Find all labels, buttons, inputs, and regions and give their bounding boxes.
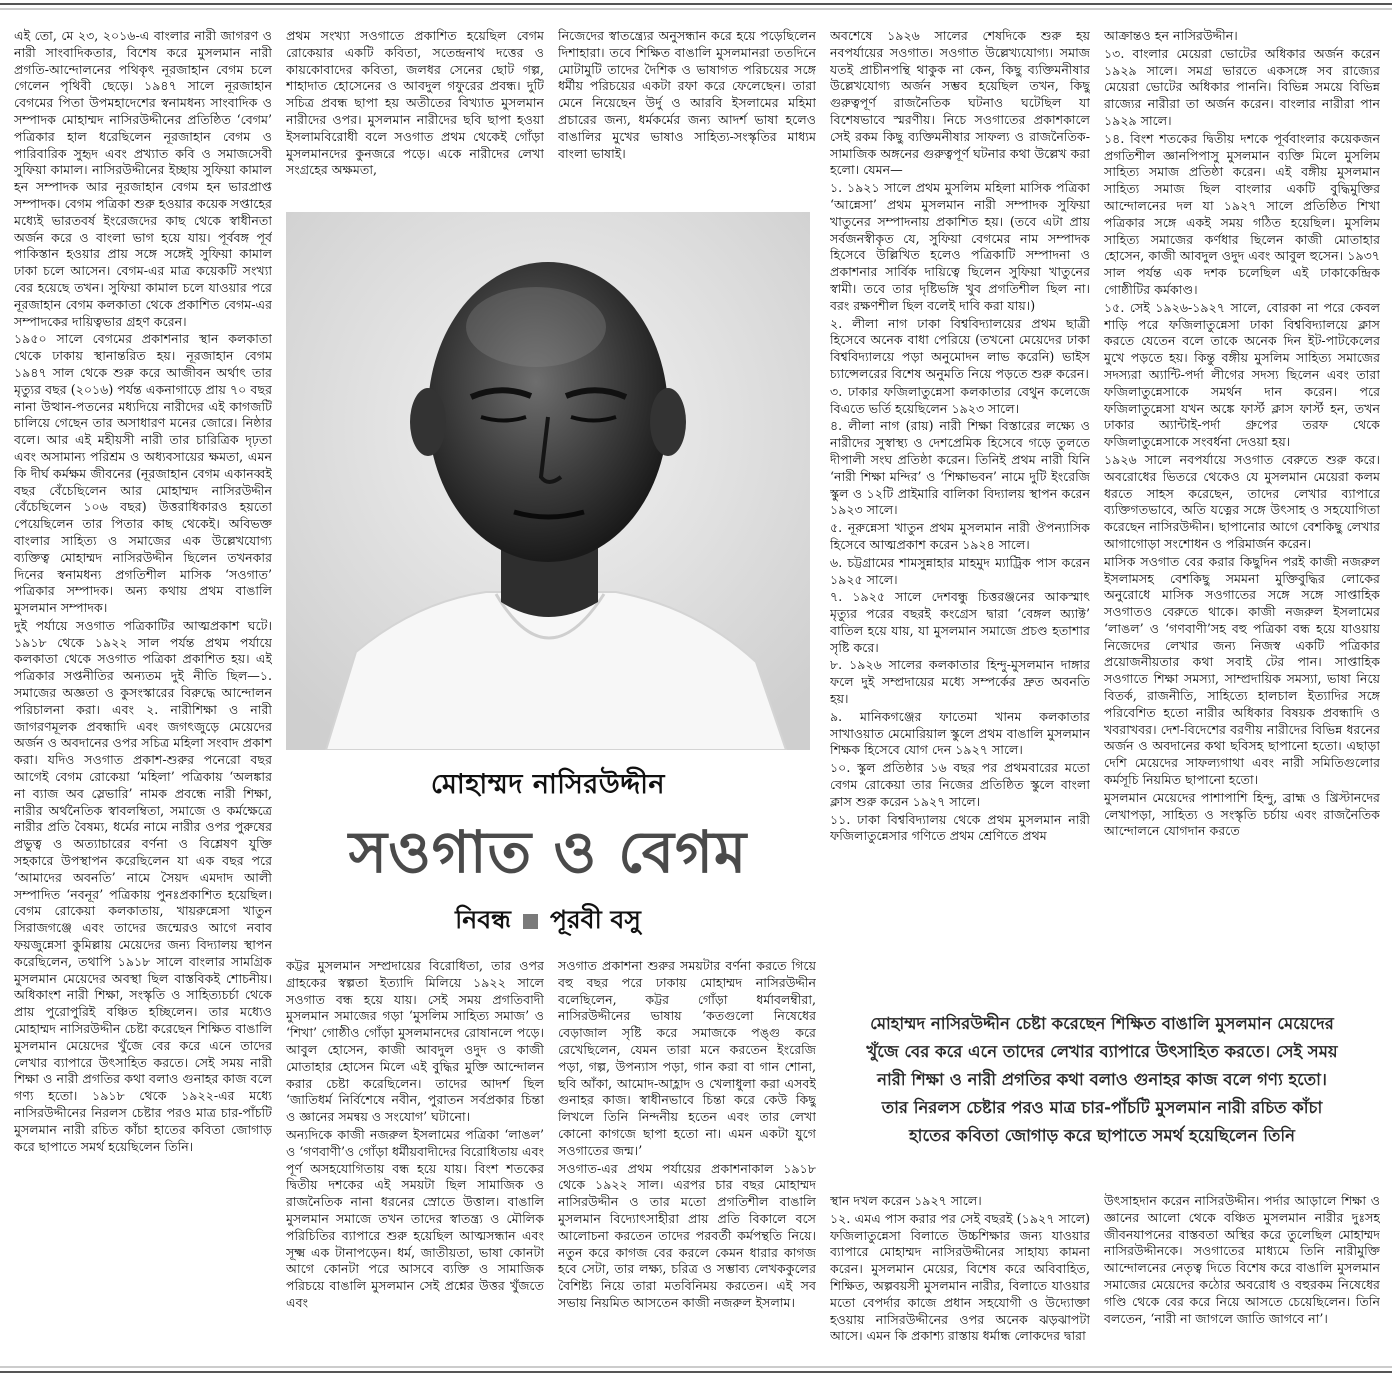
list-item: ৫. নূরুন্নেসা খাতুন প্রথম মুসলমান নারী ঔপন্যাসিক হিসেবে আত্মপ্রকাশ করেন ১৯২৪ সালে। <box>830 520 1090 552</box>
paragraph: নিজেদের স্বাতন্ত্র্যের অনুসন্ধান করে হয়ে পড়েছিলেন দিশাহারা। তবে শিক্ষিত বাঙালি মুসলমানরা ততদিনে মোটামুটি তাদের দৈশিক ও ভাষাগত পরিচয়ের সঙ্গে ধর্মীয় পরিচয়ের একটা রফা করে ফেলেছেন। তারা মেনে নিয়েছেন উর্দু ও আরবি ইসলামের মহিমা প্রচারের জন্য, ধর্মকর্মের জন্য আদর্শ ভাষা হলেও বাঙালির মুখের ভাষাও সাহিত্য-সংস্কৃতির মাধ্যম বাংলা ভাষাই। <box>558 28 816 161</box>
paragraph: কট্টর মুসলমান সম্প্রদায়ের বিরোধিতা, তার ওপর গ্রাহকের স্বল্পতা ইত্যাদি মিলিয়ে ১৯২২ সালে সওগাত বন্ধ হয়ে যায়। সেই সময় প্রগতিবাদী মুসলমান সমাজের গড়া ‘মুসলিম সাহিত্য সমাজ’ ও ‘শিখা’ গোষ্ঠীও গোঁড়া মুসলমানদের রোষানলে পড়ে। আবুল হোসেন, কাজী আবদুল ওদুদ ও কাজী মোতাহার হোসেন মিলে এই বুদ্ধির মুক্তি আন্দোলন করার চেষ্টা করেছিলেন। তাদের আদর্শ ছিল ‘জাতিধর্ম নির্বিশেষে নবীন, পুরাতন সর্বপ্রকার চিন্তা ও জ্ঞানের সমন্বয় ও সংযোগ’ ঘটানো। <box>286 958 544 1125</box>
list-item: ১৫. সেই ১৯২৬-১৯২৭ সালে, বোরকা না পরে কেবল শাড়ি পরে ফজিলাতুন্নেসা ঢাকা বিশ্ববিদ্যালয়ে ক্লাস করতে যেতেন বলে তাকে অনেক দিন ইট-পাটকেলের মুখে পড়তে হয়। কিন্তু বঙ্গীয় মুসলিম সাহিত্য সমাজের সদস্যরা অ্যান্টি-পর্দা লীগের সদস্য ছিলেন এবং তারা ফজিলাতুন্নেসাকে সমর্থন দান করেন। পরে ফজিলাতুন্নেসা যখন অঙ্কে ফার্স্ট ক্লাস ফার্স্ট হন, তখন ঢাকার অ্যান্টাই-পর্দা গ্রুপের তরফ থেকে ফজিলাতুন্নেসাকে সংবর্ধনা দেওয়া হয়। <box>1104 299 1380 450</box>
paragraph: মুসলমান মেয়েদের পাশাপাশি হিন্দু, ব্রাহ্ম ও খ্রিস্টানদের লেখাপড়া, সাহিত্য ও সংস্কৃতি চর্চায় এবং রাজনৈতিক আন্দোলনে যোগদান করতে <box>1104 789 1380 839</box>
pull-quote-line: নারী শিক্ষা ও নারী প্রগতির কথা বলাও গুনাহর কাজ বলে গণ্য হতো। <box>877 1070 1327 1089</box>
article-column-2-top <box>286 28 544 193</box>
paragraph: প্রথম সংখ্যা সওগাতে প্রকাশিত হয়েছিল বেগম রোকেয়ার একটি কবিতা, সতেন্দ্রনাথ দত্তের ও কায়কোবাদের কবিতা, জলধর সেনের ছোট গল্প, শাহাদাত হোসেনের ও আবদুল গফুরের প্রবন্ধ। দুটি সচিত্র প্রবন্ধ ছাপা হয় অতীতের বিখ্যাত মুসলমান নারীদের ওপর। মুসলমান নারীদের ছবি ছাপা হওয়া ইসলামবিরোধী বলে সওগাত প্রথম থেকেই গোঁড়া মুসলমানদের কুনজরে পড়ে। একে নারীদের লেখা সংগ্রহের অক্ষমতা, <box>286 28 544 178</box>
article-column-3-top <box>558 28 816 193</box>
bottom-border-rule <box>0 1362 1392 1377</box>
list-item: ৭. ১৯২৫ সালে দেশবন্ধু চিত্তরঞ্জনের আকস্মাৎ মৃত্যুর পরের বছরই কংগ্রেস দ্বারা ‘বেঙ্গল অ্যাক্ট’ বাতিল হয়ে যায়, যা মুসলমান সমাজে প্রচণ্ড হতাশার সৃষ্টি করে। <box>830 589 1090 655</box>
paragraph: এই তো, মে ২৩, ২০১৬-এ বাংলার নারী জাগরণ ও নারী সাংবাদিকতার, বিশেষ করে মুসলমান নারী প্রগতি-আন্দোলনের পথিকৃৎ নূরজাহান বেগম চলে গেলেন পৃথিবী ছেড়ে। ১৯৪৭ সালে নূরজাহান বেগমের পিতা উপমহাদেশের স্বনামধন্য সাংবাদিক ও সম্পাদক মোহাম্মদ নাসিরউদ্দীনের প্রতিষ্ঠিত ‘বেগম’ পত্রিকার হাল ধরেছিলেন নূরজাহান বেগম ও পারিবারিক সুহৃদ এবং প্রখ্যাত কবি ও সমাজসেবী সুফিয়া কামাল। নাসিরউদ্দীনের ইচ্ছায় সুফিয়া কামাল হন সম্পাদক আর নূরজাহান বেগম হন ভারপ্রাপ্ত সম্পাদক। বেগম পত্রিকা শুরু হওয়ার কয়েক সপ্তাহের মধ্যেই ভারতবর্ষ ইংরেজদের কাছ থেকে স্বাধীনতা অর্জন করে ও বাংলা ভাগ হয়ে যায়। পূর্ববঙ্গ পূর্ব পাকিস্তান হওয়ার প্রায় সঙ্গে সঙ্গেই সুফিয়া কামাল ঢাকা চলে আসেন। বেগম-এর মাত্র কয়েকটি সংখ্যা বের হয়েছে তখন। সুফিয়া কামাল চলে যাওয়ার পরে নূরজাহান বেগম কলকাতা থেকে প্রকাশিত বেগম-এর সম্পাদকের দায়িত্বভার গ্রহণ করেন। <box>14 28 272 329</box>
list-item: ১১. ঢাকা বিশ্ববিদ্যালয় থেকে প্রথম মুসলমান নারী ফজিলাতুন্নেসার গণিতে প্রথম শ্রেণিতে প্রথম <box>830 811 1090 844</box>
paragraph: উৎসাহদান করেন নাসিরউদ্দীন। পর্দার আড়ালে শিক্ষা ও জ্ঞানের আলো থেকে বঞ্চিত মুসলমান নারীর দুঃসহ জীবনযাপনের বাস্তবতা অস্থির করে তুলেছিল মোহাম্মদ নাসিরউদ্দীনকে। সওগাতের মাধ্যমে তিনি নারীমুক্তি আন্দোলনের নেতৃত্ব দিতে বিশেষ করে বাঙালি মুসলমান সমাজের মেয়েদের কঠোর অবরোধ ও বহুরকম নিষেধের গণ্ডি থেকে বের করে নিয়ে আসতে চেয়েছিলেন। তিনি বলতেন, ‘নারী না জাগলে জাতি জাগবে না’। <box>1104 1193 1380 1326</box>
paragraph: ১৯২৬ সালে নবপর্যায়ে সওগাত বেরুতে শুরু করে। অবরোধের ভিতরে থেকেও যে মুসলমান মেয়েরা কলম ধরতে সাহস করেছেন, তাদের লেখার ব্যাপারে ব্যক্তিগতভাবে, অতি যত্নের সঙ্গে উৎসাহ ও সহযোগিতা করেছেন নাসিরউদ্দীন। ছাপানোর আগে বেশকিছু লেখার আগাগোড়া সংশোধন ও পরিমার্জন করেন। <box>1104 451 1380 551</box>
paragraph: আক্রান্তও হন নাসিরউদ্দীন। <box>1104 28 1238 43</box>
pull-quote-line: খুঁজে বের করে এনে তাদের লেখার ব্যাপারে উৎসাহিত করতে। সেই সময় <box>866 1042 1338 1061</box>
list-item: ১২. এমএ পাস করার পর সেই বছরই (১৯২৭ সালে) ফজিলাতুন্নেসা বিলাতে উচ্চশিক্ষার জন্য যাওয়ার ব্যাপারে মোহাম্মদ নাসিরউদ্দীনের সাহায্য কামনা করেন। মুসলমান মেয়ের, বিশেষ করে অবিবাহিত, শিক্ষিত, অল্পবয়সী মুসলমান নারীর, বিলাতে যাওয়ার মতো বেপর্দার কাজে প্রধান সহযোগী ও উদ্যোক্তা হওয়ায় নাসিরউদ্দীনের ওপর অনেক ঝড়ঝাপটা আসে। এমন কি প্রকাশ্য রাস্তায় ধর্মান্ধ লোকদের দ্বারা <box>830 1210 1090 1344</box>
pull-quote-line: তার নিরলস চেষ্টার পরও মাত্র চার-পাঁচটি মুসলমান নারী রচিত কাঁচা <box>881 1098 1323 1117</box>
list-item: ৯. মানিকগঞ্জের ফাতেমা খানম কলকাতার সাখাওয়াত মেমোরিয়াল স্কুলে প্রথম বাঙালি মুসলমান শিক্ষক হিসেবে যোগ দেন ১৯২৭ সালে। <box>830 708 1090 758</box>
list-item: ৮. ১৯২৬ সালের কলকাতার হিন্দু-মুসলমান দাঙ্গার ফলে দুই সম্প্রদায়ের মধ্যে সম্পর্কের দ্রুত অবনতি হয়। <box>830 657 1090 707</box>
article-column-5-top <box>1104 28 1380 926</box>
article-column-4-bottom <box>830 1193 1090 1354</box>
article-column-1 <box>14 28 272 1354</box>
article-column-5-bottom <box>1104 1193 1380 1354</box>
paragraph: স্থান দখল করেন ১৯২৭ সালে। <box>830 1193 982 1208</box>
paragraph: সওগাত প্রকাশনা শুরুর সময়টার বর্ণনা করতে গিয়ে বহু বছর পরে ঢাকায় মোহাম্মদ নাসিরউদ্দীন বলেছিলেন, কট্টর গোঁড়া ধর্মাবলম্বীরা, নাসিরউদ্দীনের ভাষায় ‘কতগুলো নিষেধের বেড়াজাল সৃষ্টি করে সমাজকে পঙ্গু করে রেখেছিলেন, যেমন তারা মনে করতেন ইংরেজি পড়া, গল্প, উপন্যাস পড়া, গান করা বা গান শোনা, ছবি আঁকা, আমোদ-আহ্লাদ ও খেলাধুলা করা এসবই গুনাহর কাজ। স্বাধীনভাবে চিন্তা করে কেউ কিছু লিখলে তিনি নিন্দনীয় হতেন এবং তার লেখা কোনো কাগজে ছাপা হতো না। এমন একটা যুগে সওগাতের জন্ম।’ <box>558 958 816 1158</box>
subject-name: মোহাম্মদ নাসিরউদ্দীন <box>430 769 666 800</box>
separator-square-icon <box>523 914 538 929</box>
list-item: ১০. স্কুল প্রতিষ্ঠার ১৬ বছর পর প্রথমবারের মতো বেগম রোকেয়া তার নিজের প্রতিষ্ঠিত স্কুলে বাংলা ক্লাস শুরু করেন ১৯২৭ সালে। <box>830 760 1090 809</box>
list-item: ৬. চট্টগ্রামের শামসুন্নাহার মাহমুদ ম্যাট্রিক পাস করেন ১৯২৫ সালে। <box>830 554 1090 587</box>
portrait-illustration <box>286 212 810 750</box>
paragraph: অবশেষে ১৯২৬ সালের শেষদিকে শুরু হয় নবপর্যায়ের সওগাত। সওগাত উল্লেখ্যযোগ্য। সমাজ যতই প্রাচীনপন্থি থাকুক না কেন, কিছু ব্যক্তিমনীষার উল্লেখযোগ্য অর্জন সম্ভব হয়েছিল তখন, কিছু গুরুত্বপূর্ণ রাজনৈতিক ঘটনাও ঘটেছিল যা বিশেষভাবে স্মরণীয়। নিচে সওগাতের প্রকাশকালে সেই রকম কিছু ব্যক্তিমনীষার সাফল্য ও রাজনৈতিক-সামাজিক অঙ্গনের গুরুত্বপূর্ণ ঘটনার কথা উল্লেখ করা হলো। যেমন— <box>830 28 1090 178</box>
article-column-2-bottom <box>286 958 544 1354</box>
pull-quote-line: হাতের কবিতা জোগাড় করে ছাপাতে সমর্থ হয়েছিলেন তিনি <box>909 1126 1295 1145</box>
list-item: ১. ১৯২১ সালে প্রথম মুসলিম মহিলা মাসিক পত্রিকা ‘আন্নেসা’ প্রথম মুসলমান নারী সম্পাদক সুফিয়া খাতুনের সম্পাদনায় প্রকাশিত হয়। (তবে এটা প্রায় সর্বজনস্বীকৃত যে, সুফিয়া বেগমের নাম সম্পাদক হিসেবে উল্লিখিত হলেও পত্রিকাটি সম্পাদনা ও প্রকাশনার সার্বিক দায়িত্বে ছিলেন সুফিয়া খাতুনের স্বামী। তবে তার দৃষ্টিভঙ্গি খুব প্রগতিশীল ছিল না। বরং রক্ষণশীল ছিল বলেই দাবি করা যায়।) <box>830 180 1090 313</box>
article-column-4-top <box>830 28 1090 988</box>
list-item: ২. লীলা নাগ ঢাকা বিশ্ববিদ্যালয়ের প্রথম ছাত্রী হিসেবে অনেক বাধা পেরিয়ে (তখনো মেয়েদের ঢাকা বিশ্ববিদ্যালয়ে পড়া অনুমোদন লাভ করেনি) ভাইস চ্যান্সেলরের বিশেষ অনুমতি নিয়ে পড়তে শুরু করেন। <box>830 315 1090 381</box>
paragraph: দুই পর্যায়ে সওগাত পত্রিকাটির আত্মপ্রকাশ ঘটে। ১৯১৮ থেকে ১৯২২ সাল পর্যন্ত প্রথম পর্যায়ে কলকাতা থেকে সওগাত পত্রিকা প্রকাশিত হয়। এই পত্রিকার সপ্তনীতির অন্যতম দুই নীতি ছিল—১. সমাজের অজ্ঞতা ও কুসংস্কারের বিরুদ্ধে আন্দোলন পরিচালনা করা। এবং ২. নারীশিক্ষা ও নারী জাগরণমূলক প্রবন্ধাদি এবং জগৎজুড়ে মেয়েদের অর্জন ও অবদানের ওপর সচিত্র মহিলা সংবাদ প্রকাশ করা। যদিও সওগাত প্রকাশ-শুরুর পনেরো বছর আগেই বেগম রোকেয়া ‘মহিলা’ পত্রিকায় ‘অলঙ্কার না ব্যাজ অব স্লেভারি’ নামক প্রবন্ধে নারী শিক্ষা, নারীর অর্থনৈতিক স্বাবলম্বিতা, সমাজে ও কর্মক্ষেত্রে নারীর প্রতি বৈষম্য, ধর্মের নামে নারীর ওপর পুরুষের প্রভুত্ব ও অত্যাচারের বর্ণনা ও বিশ্লেষণ যুক্তি সহকারে উপস্থাপন করেছিলেন যা এক বছর পরে ‘আমাদের অবনতি’ নামে সৈয়দ এমদাদ আলী সম্পাদিত ‘নবনূর’ পত্রিকায় পুনঃপ্রকাশিত হয়েছিল। বেগম রোকেয়া কলকাতায়, খায়রুন্নেসা খাতুন সিরাজগঞ্জে এবং তাদের জন্মেরও আগে নবাব ফয়জুন্নেসা কুমিল্লায় মেয়েদের জন্য বিদ্যালয় স্থাপন করেছিলেন, তথাপি ১৯১৮ সালে বাংলার সামগ্রিক মুসলমান মেয়েদের অবস্থা ছিল বাস্তবিকই শোচনীয়। অধিকাংশ নারী শিক্ষা, সংস্কৃতি ও সাহিত্যচর্চা থেকে প্রায় পুরোপুরিই বঞ্চিত হচ্ছিলেন। তার মধ্যেও মোহাম্মদ নাসিরউদ্দীন চেষ্টা করেছেন শিক্ষিত বাঙালি মুসলমান মেয়েদের খুঁজে বের করে এনে তাদের লেখার ব্যাপারে উৎসাহিত করতে। সেই সময় নারী শিক্ষা ও নারী প্রগতির কথা বলাও গুনাহর কাজ বলে গণ্য হতো। ১৯১৮ থেকে ১৯২২-এর মধ্যে নাসিরউদ্দীনের নিরলস চেষ্টার পরও মাত্র চার-পাঁচটি মুসলমান নারী রচিত কাঁচা হাতের কবিতা জোগাড় করে ছাপাতে সমর্থ হয়েছিলেন তিনি। <box>14 617 272 1154</box>
article-title: সওগাত ও বেগম <box>348 818 748 886</box>
top-border-rule <box>0 0 1392 14</box>
list-item: ৩. ঢাকার ফজিলাতুন্নেসা কলকাতার বেথুন কলেজে বিএতে ভর্তি হয়েছিলেন ১৯২৩ সালে। <box>830 383 1090 416</box>
pull-quote-line: মোহাম্মদ নাসিরউদ্দীন চেষ্টা করেছেন শিক্ষিত বাঙালি মুসলমান মেয়েদের <box>870 1014 1334 1033</box>
list-item: ৪. লীলা নাগ (রায়) নারী শিক্ষা বিস্তারের লক্ষ্যে ও নারীদের সুস্বাস্থ্য ও দেশপ্রেমিক হিসেবে গড়ে তুলতে দীপালী সংঘ প্রতিষ্ঠা করেন। তিনিই প্রথম নারী যিনি ‘নারী শিক্ষা মন্দির’ ও ‘শিক্ষাভবন’ নামে দুটি ইংরেজি স্কুল ও ১২টি প্রাইমারি বালিকা বিদ্যালয় স্থাপন করেন ১৯২৩ সালে। <box>830 418 1090 518</box>
paragraph: ১৯৫০ সালে বেগমের প্রকাশনার স্থান কলকাতা থেকে ঢাকায় স্থানান্তরিত হয়। নূরজাহান বেগম ১৯৪৭ সাল থেকে শুরু করে আজীবন অর্থাৎ তার মৃত্যুর বছর (২০১৬) পর্যন্ত একনাগাড়ে প্রায় ৭০ বছর নানা উত্থান-পতনের মধ্যদিয়ে নারীদের এই কাগজটি চালিয়ে গেছেন তার অসাধারণ মনের জোরে। নিষ্ঠার বলে। আর এই মহীয়সী নারী তার চারিত্রিক দৃঢ়তা এবং অসামান্য পরিশ্রম ও অধ্যবসায়ের ক্ষমতা, এমন কি দীর্ঘ কর্মক্ষম জীবনের (নূরজাহান বেগম একানব্বই বছর বেঁচেছিলেন আর মোহাম্মদ নাসিরউদ্দীন বেঁচেছিলেন ১০৬ বছর) উত্তরাধিকারও হয়তো পেয়েছিলেন তার পিতার কাছ থেকেই। অবিভক্ত বাংলার সাহিত্য ও সমাজের এক উল্লেখযোগ্য ব্যক্তিত্ব মোহাম্মদ নাসিরউদ্দীন ছিলেন তখনকার দিনের স্বনামধন্য প্রগতিশীল মাসিক ‘সওগাত’ পত্রিকার সম্পাদক। অন্য কথায় প্রথম বাঙালি মুসলমান সম্পাদক। <box>14 331 272 616</box>
article-column-3-bottom <box>558 958 816 1354</box>
list-item: ১৩. বাংলার মেয়েরা ভোটের অধিকার অর্জন করেন ১৯২৯ সালে। সমগ্র ভারতে একসঙ্গে সব রাজ্যের মেয়েরা ভোটের অধিকার পাননি। বিভিন্ন সময়ে বিভিন্ন রাজ্যের নারীরা তা অর্জন করেন। বাংলার নারীরা পান ১৯২৯ সালে। <box>1104 45 1380 128</box>
paragraph: মাসিক সওগাত বের করার কিছুদিন পরই কাজী নজরুল ইসলামসহ বেশকিছু সমমনা মুক্তিবুদ্ধির লোকের অনুরোধে মাসিক সওগাতের সঙ্গে সঙ্গে সাপ্তাহিক সওগাতও বেরুতে থাকে। কাজী নজরুল ইসলামের ‘লাঙল’ ও ‘গণবাণী’সহ বহু পত্রিকা বন্ধ হয়ে যাওয়ায় নিজেদের লেখার জন্য নিজস্ব একটি পত্রিকার প্রয়োজনীয়তার কথা সবাই টের পান। সাপ্তাহিক সওগাতে শিক্ষা সমস্যা, সাম্প্রদায়িক সমস্যা, ভাষা নিয়ে বিতর্ক, রাজনীতি, সাহিত্যে হালচাল ইত্যাদির সঙ্গে পরিবেশিত হতো নারীর অধিকার বিষয়ক প্রবন্ধাদি ও খবরাখবর। দেশ-বিদেশের বরণীয় নারীদের বিভিন্ন ধরনের অর্জন ও অবদানের কথা ছবিসহ ছাপানো হতো। এছাড়া দেশি মেয়েদের সাফল্যগাথা এবং নারী সমিতিগুলোর কর্মসূচি নিয়মিত ছাপানো হতো। <box>1104 553 1380 788</box>
paragraph: অন্যদিকে কাজী নজরুল ইসলামের পত্রিকা ‘লাঙল’ ও ‘গণবাণী’ও গোঁড়া ধর্মীয়বাদীদের বিরোধিতায় এবং পূর্ণ অসহযোগিতায় বন্ধ হয়ে যায়। বিংশ শতকের দ্বিতীয় দশকের এই সময়টা ছিল সামাজিক ও রাজনৈতিক নানা ধরনের স্রোতে উত্তাল। বাঙালি মুসলমান সমাজে তখন তাদের স্বাতন্ত্র্য ও মৌলিক পরিচিতির ব্যাপারে শুরু হয়েছিল আত্মসন্ধান এবং সূক্ষ্ম এক টানাপড়েন। ধর্ম, জাতীয়তা, ভাষা কোনটা আগে কোনটা পরে আসবে ব্যক্তি ও সামাজিক পরিচয়ে বাঙালি মুসলমান সেই প্রশ্নের উত্তর খুঁজতে এবং <box>286 1126 544 1310</box>
paragraph: সওগাত-এর প্রথম পর্যায়ের প্রকাশনাকাল ১৯১৮ থেকে ১৯২২ সাল। এরপর চার বছর মোহাম্মদ নাসিরউদ্দীন ও তার মতো প্রগতিশীল বাঙালি মুসলমান বিদ্যোৎসাহীরা প্রায় প্রতি বিকালে বসে আলোচনা করতেন তাদের পরবর্তী কর্মপন্থতি নিয়ে। নতুন করে কাগজ বের করলে কেমন ধারার কাগজ হবে সেটা, তার লক্ষ্য, চরিত্র ও সম্ভাব্য লেখককুলের বৈশিষ্ট্য নিয়ে তারা মতবিনিময় করতেন। এই সব সভায় নিয়মিত আসতেন কাজী নজরুল ইসলাম। <box>558 1160 816 1310</box>
portrait-photo <box>286 212 810 750</box>
writer-name: পূরবী বসু <box>549 905 641 934</box>
list-item: ১৪. বিংশ শতকের দ্বিতীয় দশকে পূর্ববাংলার কয়েকজন প্রগতিশীল জ্ঞানপিপাসু মুসলমান ব্যক্তি মিলে মুসলিম সাহিত্য সমাজ প্রতিষ্ঠা করেন। এই বঙ্গীয় মুসলমান সাহিত্য সমাজ ছিল বাংলার একটি বুদ্ধিমুক্তির আন্দোলনের দল যা ১৯২৭ সালে প্রতিষ্ঠিত শিখা পত্রিকার সঙ্গে একই সময় গঠিত হয়েছিল। মুসলিম সাহিত্য সমাজের কর্ণধার ছিলেন কাজী মোতাহার হোসেন, কাজী আবদুল ওদুদ এবং আবুল হুসেন। ১৯৩৭ সাল পর্যন্ত এক দশক চলেছিল এই ঢাকাকেন্দ্রিক গোষ্ঠীটির কর্মকাণ্ড। <box>1104 130 1380 297</box>
genre-label: নিবন্ধ <box>455 905 511 934</box>
genre-author-line <box>286 900 810 943</box>
pull-quote <box>832 1010 1372 1150</box>
